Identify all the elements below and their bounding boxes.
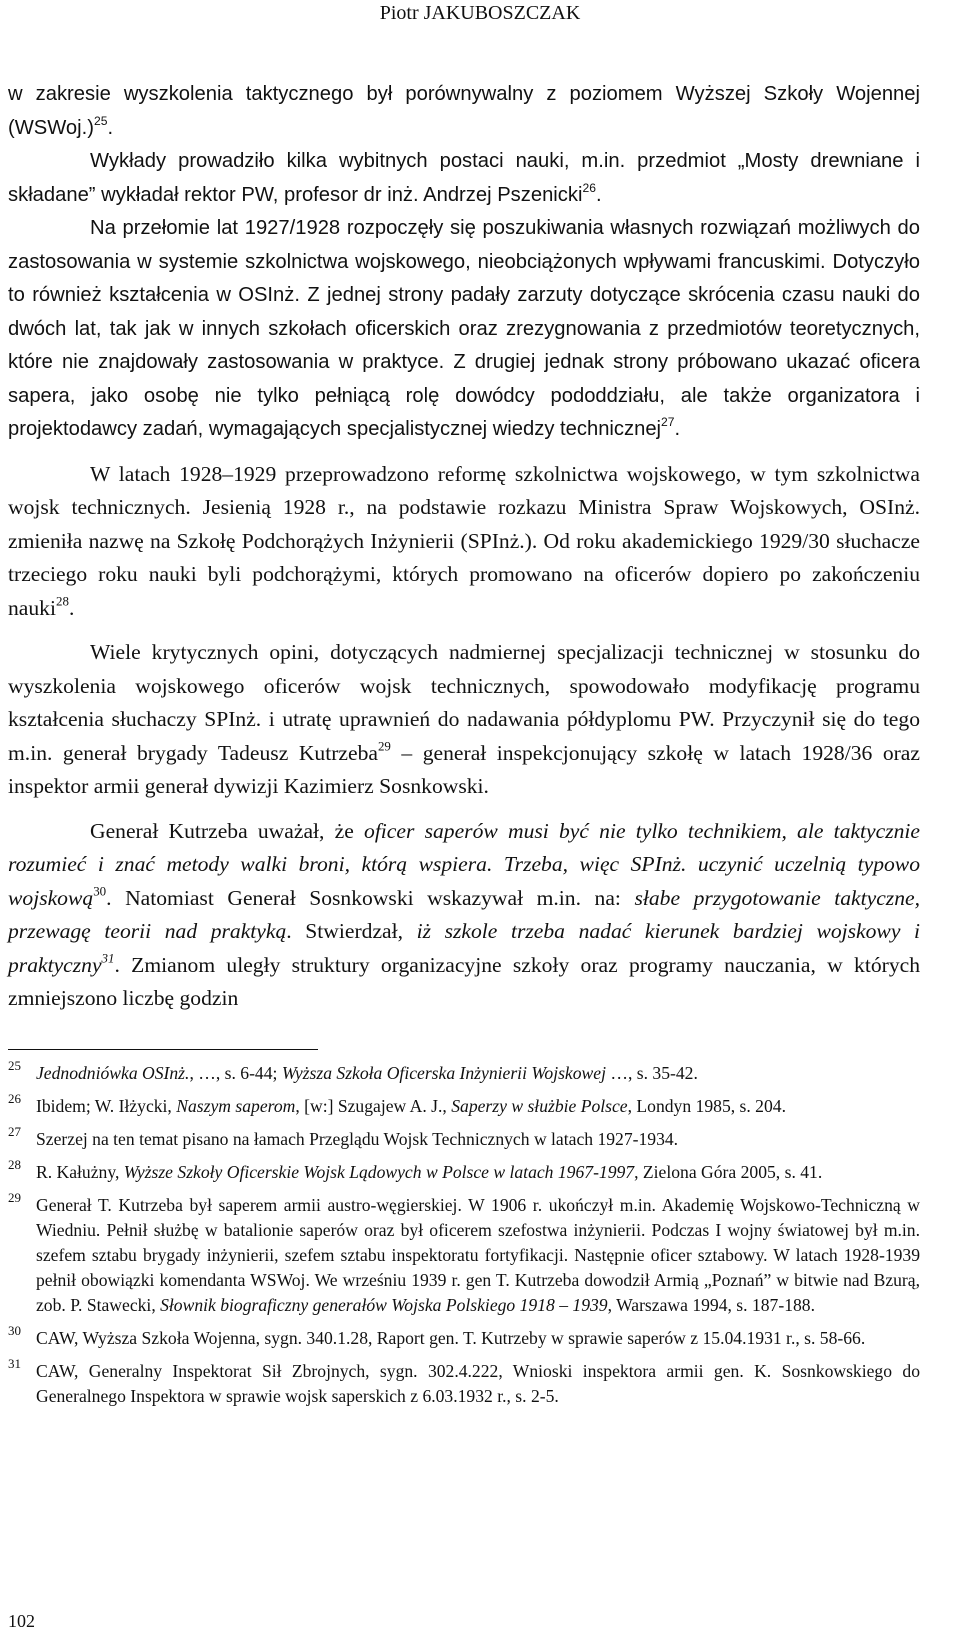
main-text xyxy=(8,78,920,1016)
text-run: , [w:] Szugajew A. J., xyxy=(295,1096,452,1116)
footnote-ref: 26 xyxy=(582,180,596,195)
text-run: CAW, Generalny Inspektorat Sił Zbrojnych, sygn. 302.4.222, Wnioski inspektora armii gen. K. Sosnkowskiego do Generalnego Inspektora w sprawie wojsk saperskich z 6.03.1932 r., s. 2-5. xyxy=(36,1361,920,1406)
text-run: . xyxy=(107,116,114,139)
running-header: Piotr JAKUBOSZCZAK xyxy=(379,2,581,24)
footnote-31 xyxy=(8,1356,920,1409)
text-run: CAW, Wyższa Szkoła Wojenna, sygn. 340.1.28, Raport gen. T. Kutrzeby w sprawie saperów z 15.04.1931 r., s. 58-66. xyxy=(36,1328,866,1348)
italic-text: Naszym saperom xyxy=(176,1096,296,1116)
text-run: . xyxy=(68,595,75,620)
footnote-ref: 28 xyxy=(55,592,69,608)
footnote-30 xyxy=(8,1323,920,1351)
text-run: . Zmianom uległy struktury organizacyjne szkoły oraz programy nauczania, w których zmniejszono liczbę godzin xyxy=(8,952,920,1010)
text-run: Generał Kutrzeba uważał, że xyxy=(90,818,365,843)
footnote-ref: 31 xyxy=(101,949,115,965)
footnote-number: 27 xyxy=(8,1124,21,1139)
text-run: . xyxy=(595,183,602,206)
text-run: , Warszawa 1994, s. 187-188. xyxy=(607,1295,815,1315)
footnote-25 xyxy=(8,1058,920,1086)
footnote-ref: 29 xyxy=(377,737,391,753)
footnote-28 xyxy=(8,1157,920,1185)
text-run: W latach 1928–1929 przeprowadzono reformę szkolnictwa wojskowego, w tym szkolnictwa wojsk technicznych. Jesienią 1928 r., na podstawie rozkazu Ministra Spraw Wojskowych, OSInż. zmieniła nazwę na Szkołę Podchorążych Inżynierii (SPInż.). Od roku akademickiego 1929/30 słuchacze trzeciego roku nauki byli podchorążymi, których promowano na oficerów dopiero po zakończeniu nauki xyxy=(8,461,920,620)
text-run: , Zielona Góra 2005, s. 41. xyxy=(634,1162,823,1182)
paragraph-3 xyxy=(8,212,920,447)
italic-text: iż szkole trzeba nadać kierunek bardziej wojskowy i praktyczny xyxy=(8,919,921,977)
footnote-text xyxy=(36,1162,822,1182)
footnote-number: 31 xyxy=(8,1356,21,1371)
paragraph-6 xyxy=(8,815,920,1016)
italic-text: Saperzy w służbie Polsce xyxy=(451,1096,628,1116)
footnote-27 xyxy=(8,1124,920,1152)
text-run: w zakresie wyszkolenia taktycznego był porównywalny z poziomem Wyższej Szkoły Wojennej (WSWoj.) xyxy=(8,83,920,139)
text-run: Wiele krytycznych opini, dotyczących nadmiernej specjalizacji technicznej w stosunku do wyszkolenia wojskowego oficerów wojsk technicznych, spowodowało modyfikację programu kształcenia słuchaczy SPInż. i utratę uprawnień do nadawania półdyplomu PW. Przyczynił się do tego m.in. generał brygady Tadeusz Kutrzeba xyxy=(8,640,920,765)
text-run: . Stwierdzał, xyxy=(286,919,417,943)
footnote-29 xyxy=(8,1190,920,1318)
footnote-ref: 25 xyxy=(93,113,108,128)
italic-text: słabe przygotowanie taktyczne, przewagę teorii nad praktyką xyxy=(8,885,920,943)
paragraph-1 xyxy=(8,78,920,145)
italic-text: Słownik biograficzny generałów Wojska Polskiego 1918 – 1939 xyxy=(160,1295,608,1315)
footnote-number: 25 xyxy=(8,1058,21,1073)
text-run: , …, s. 6-44; xyxy=(189,1063,282,1083)
paragraph-4 xyxy=(8,458,920,626)
italic-text: Jednodniówka OSInż. xyxy=(36,1063,190,1083)
footnote-ref: 27 xyxy=(661,414,675,429)
italic-text: Wyższa Szkoła Oficerska Inżynierii Wojskowej xyxy=(281,1063,606,1083)
footnote-text xyxy=(36,1129,678,1149)
text-run: – generał inspekcjonujący szkołę w latach 1928/36 oraz inspektor armii generał dywizji Kazimierz Sosnkowski. xyxy=(8,740,920,798)
italic-text: Wyższe Szkoły Oficerskie Wojsk Lądowych w Polsce w latach 1967-1997 xyxy=(123,1162,635,1182)
text-run: R. Kałużny, xyxy=(36,1162,124,1182)
text-run: Na przełomie lat 1927/1928 rozpoczęły się poszukiwania własnych rozwiązań możliwych do zastosowania w systemie szkolnictwa wojskowego, nieobciążonych wpływami francuskimi. Dotyczyło to również kształcenia w OSInż. Z jednej strony padały zarzuty dotyczące skrócenia czasu nauki do dwóch lat, tak jak w innych szkołach oficerskich oraz zrezygnowania z przedmiotów teoretycznych, które nie znajdowały zastosowania w praktyce. Z drugiej jednak strony próbowano ukazać oficera sapera, jako osobę nie tylko pełniącą rolę dowódcy pododdziału, ale także organizatora i projektodawcy zadań, wymagających specjalistycznej wiedzy technicznej xyxy=(8,217,920,440)
page-number: 102 xyxy=(8,1611,35,1631)
footnote-number: 26 xyxy=(8,1091,21,1106)
text-run: Wykłady prowadziło kilka wybitnych postaci nauki, m.in. przedmiot „Mosty drewniane i składane” wykładał rektor PW, profesor dr inż. Andrzej Pszenicki xyxy=(8,150,920,206)
footnotes xyxy=(8,1058,920,1417)
text-run: . xyxy=(674,418,681,440)
text-run: Generał T. Kutrzeba był saperem armii austro-węgierskiej. W 1906 r. ukończył m.in. Akademię Wojskowo-Techniczną w Wiedniu. Pełnił służbę w batalionie saperów oraz był oficerem szefostwa inżynierii. Podczas I wojny światowej był m.in. szefem sztabu brygady inżynierii, szefem sztabu inspektoratu fortyfikacji. Następnie oficer sztabowy. W latach 1928-1939 pełnił obowiązki komendanta WSWoj. We wrześniu 1939 r. gen T. Kutrzeba dowodził Armią „Poznań” w bitwie nad Bzurą, zob. P. Stawecki, xyxy=(36,1195,920,1315)
text-run: , Londyn 1985, s. 204. xyxy=(627,1096,786,1116)
text-run: …, s. 35-42. xyxy=(605,1063,698,1083)
footnote-number: 29 xyxy=(8,1190,21,1205)
footnote-separator xyxy=(8,1049,318,1050)
footnote-text xyxy=(36,1328,865,1348)
text-run: Ibidem; W. Iłżycki, xyxy=(36,1096,177,1116)
footnote-26 xyxy=(8,1091,920,1119)
italic-text: oficer saperów musi być nie tylko technikiem, ale taktycznie rozumieć i znać metody walki broni, którą wspiera. Trzeba, więc SPInż. uczynić uczelnią typowo wojskową xyxy=(8,818,920,910)
footnote-number: 28 xyxy=(8,1157,21,1172)
paragraph-5 xyxy=(8,636,920,804)
footnote-text xyxy=(36,1063,698,1083)
paragraph-2 xyxy=(8,145,920,212)
footnote-number: 30 xyxy=(8,1323,21,1338)
footnote-text xyxy=(36,1361,920,1406)
footnote-text xyxy=(36,1096,786,1116)
footnote-text xyxy=(36,1195,920,1315)
text-run: Szerzej na ten temat pisano na łamach Przeglądu Wojsk Technicznych w latach 1927-1934. xyxy=(36,1129,679,1149)
text-run: . Natomiast Generał Sosnkowski wskazywał m.in. na: xyxy=(106,885,635,910)
footnote-ref: 30 xyxy=(93,882,107,898)
